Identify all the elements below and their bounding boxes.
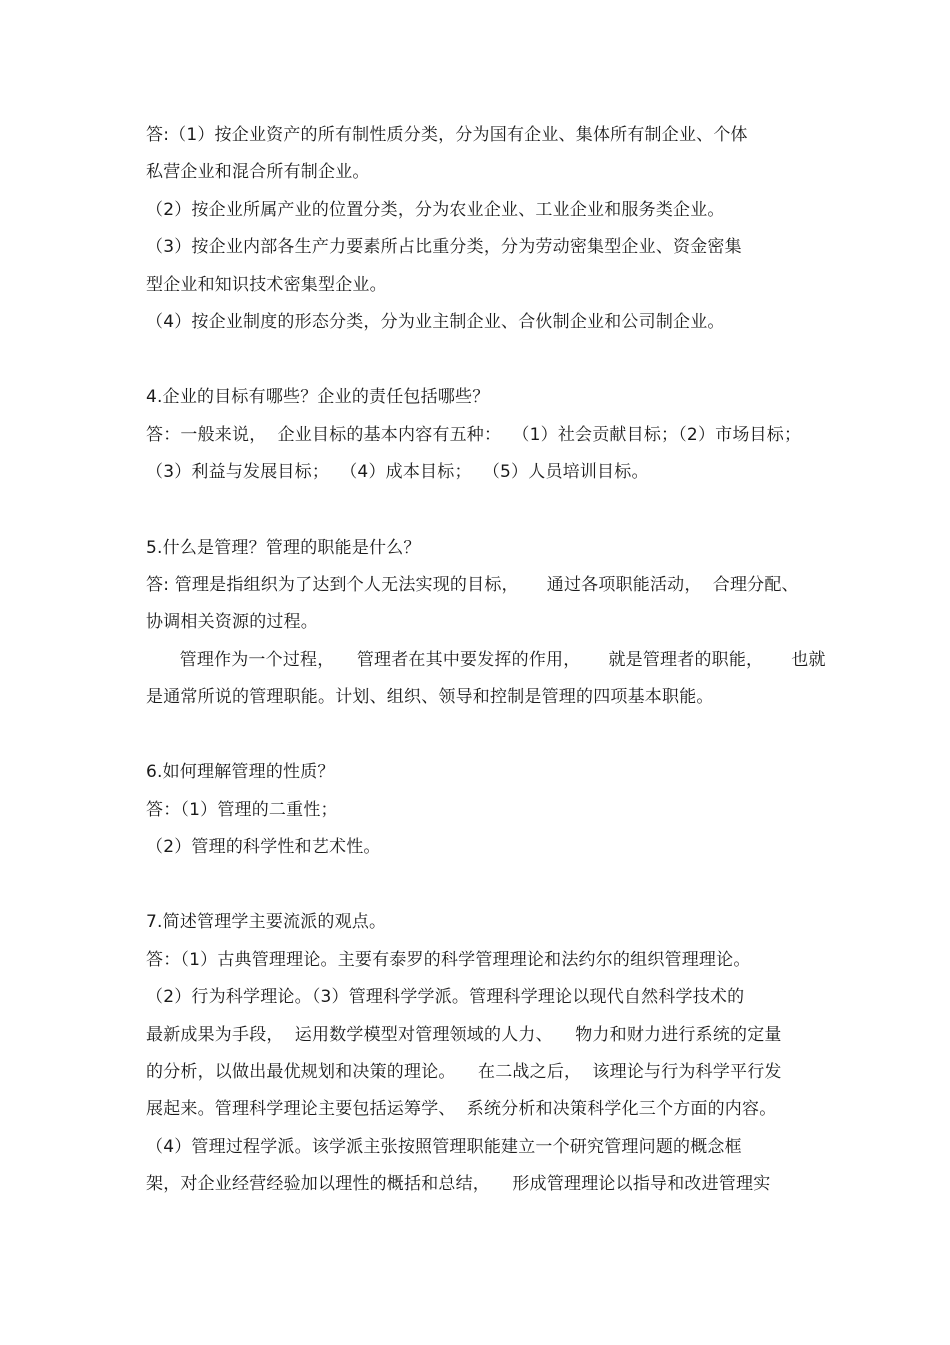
question-4-heading: 4.企业的目标有哪些？企业的责任包括哪些？ (146, 387, 490, 407)
question-6-heading: 6.如何理解管理的性质？ (146, 762, 335, 782)
answer-7-line-2: （2）行为科学理论。（3）管理科学学派。管理科学理论以现代自然科学技术的 (146, 987, 745, 1007)
answer-3-line-3: （2）按企业所属产业的位置分类，分为农业企业、工业企业和服务类企业。 (146, 200, 725, 220)
answer-4-line-2: （3）利益与发展目标； （4）成本目标； （5）人员培训目标。 (146, 462, 649, 482)
answer-5-line-2: 协调相关资源的过程。 (146, 612, 318, 632)
answer-7-line-6: （4）管理过程学派。该学派主张按照管理职能建立一个研究管理问题的概念框 (146, 1137, 742, 1157)
answer-6-line-2: （2）管理的科学性和艺术性。 (146, 837, 381, 857)
answer-3-line-4: （3）按企业内部各生产力要素所占比重分类，分为劳动密集型企业、资金密集 (146, 237, 742, 257)
answer-6-line-1: 答：（1）管理的二重性； (146, 800, 338, 820)
answer-7-line-1: 答：（1）古典管理理论。主要有泰罗的科学管理理论和法约尔的组织管理理论。 (146, 950, 751, 970)
answer-3-line-2: 私营企业和混合所有制企业。 (146, 162, 370, 182)
answer-3-line-6: （4）按企业制度的形态分类，分为业主制企业、合伙制企业和公司制企业。 (146, 312, 725, 332)
question-5-heading: 5.什么是管理？管理的职能是什么？ (146, 538, 421, 558)
answer-7-line-3: 最新成果为手段， 运用数学模型对管理领域的人力、 物力和财力进行系统的定量 (146, 1025, 782, 1045)
answer-7-line-7: 架，对企业经营经验加以理性的概括和总结， 形成管理理论以指导和改进管理实 (146, 1174, 771, 1194)
answer-5-line-4: 是通常所说的管理职能。计划、组织、领导和控制是管理的四项基本职能。 (146, 687, 714, 707)
question-7-heading: 7.简述管理学主要流派的观点。 (146, 912, 387, 932)
answer-5-line-3: 管理作为一个过程， 管理者在其中要发挥的作用， 就是管理者的职能， 也就 (146, 650, 826, 670)
answer-3-line-5: 型企业和知识技术密集型企业。 (146, 275, 387, 295)
answer-3-line-1: 答:（1）按企业资产的所有制性质分类，分为国有企业、集体所有制企业、个体 (146, 125, 748, 145)
answer-7-line-5: 展起来。管理科学理论主要包括运筹学、 系统分析和决策科学化三个方面的内容。 (146, 1099, 777, 1119)
answer-5-line-1: 答: 管理是指组织为了达到个人无法实现的目标， 通过各项职能活动， 合理分配、 (146, 575, 799, 595)
answer-7-line-4: 的分析，以做出最优规划和决策的理论。 在二战之后， 该理论与行为科学平行发 (146, 1062, 782, 1082)
answer-4-line-1: 答：一般来说， 企业目标的基本内容有五种： （1）社会贡献目标；（2）市场目标； (146, 425, 802, 445)
